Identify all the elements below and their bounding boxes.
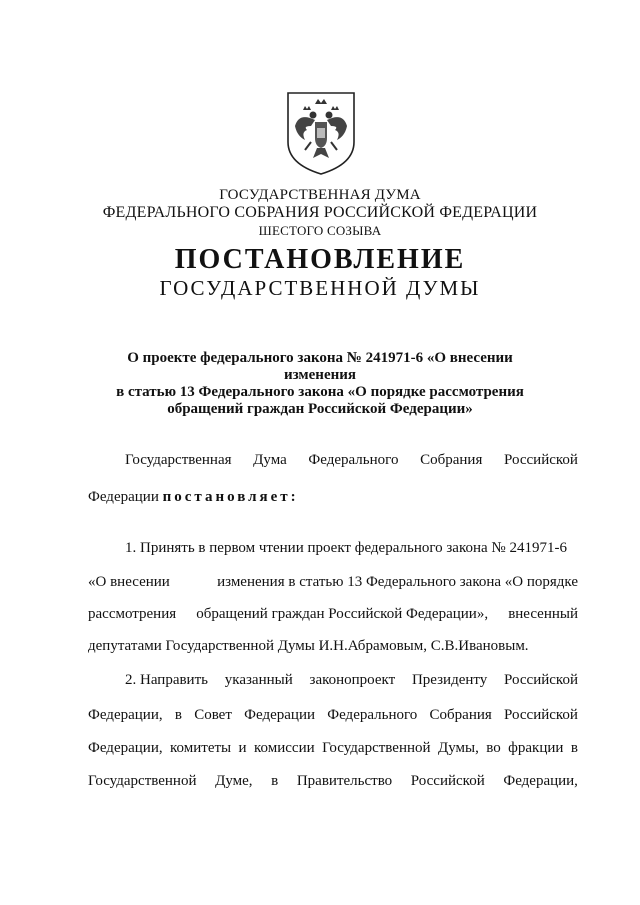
subject-line-2: в статью 13 Федерального закона «О порядке рассмотрения: [116, 384, 524, 400]
word: Собрания: [420, 452, 483, 468]
word: Федерации,: [88, 740, 163, 756]
subject-line-3: обращений граждан Российской Федерации»: [167, 401, 473, 417]
item2-line-3: [88, 738, 578, 758]
item2-line-4: [88, 771, 578, 791]
org-line-2: ФЕДЕРАЛЬНОГО СОБРАНИЯ РОССИЙСКОЙ ФЕДЕРАЦИИ: [102, 204, 538, 221]
word: и: [238, 740, 247, 756]
word: в: [570, 740, 578, 756]
item2-line-2: [88, 705, 578, 725]
word: в: [174, 707, 182, 723]
word: указанный: [224, 672, 293, 688]
word: Российской: [504, 672, 578, 688]
word: Дума: [253, 452, 287, 468]
document-type-subtitle: ГОСУДАРСТВЕННОЙ ДУМЫ: [159, 276, 481, 300]
word: Федерации,: [503, 773, 578, 789]
word: рассмотрения: [88, 606, 177, 622]
word: Государственная: [125, 452, 232, 468]
word: комитеты: [170, 740, 232, 756]
item2-line-1: [125, 670, 578, 690]
word: 2. Направить: [125, 672, 208, 688]
word: Думы,: [437, 740, 479, 756]
document-type-title: ПОСТАНОВЛЕНИЕ: [174, 244, 466, 275]
word: во: [486, 740, 501, 756]
word: Федерации,: [88, 707, 163, 723]
word: Российской: [410, 773, 485, 789]
word: фракции: [508, 740, 564, 756]
word: Государственной: [322, 740, 431, 756]
preamble-text: Федерации: [88, 489, 163, 505]
word: Совет: [194, 707, 232, 723]
state-emblem-icon: [285, 90, 357, 176]
preamble-decision-word: постановляет:: [162, 489, 299, 505]
item1-line-1: 1. Принять в первом чтении проект федерального закона № 241971-6: [125, 540, 567, 556]
resolution-subject: [90, 350, 550, 418]
word: Президенту: [411, 672, 488, 688]
word: Собрания: [429, 707, 492, 723]
subject-line-1: О проекте федерального закона № 241971-6 «О внесении изменения: [127, 350, 513, 383]
word: комиссии: [254, 740, 315, 756]
word: в: [271, 773, 279, 789]
word: Российской: [504, 707, 578, 723]
preamble-line-1: [125, 450, 578, 470]
word: Правительство: [296, 773, 393, 789]
word: Федерального: [327, 707, 418, 723]
preamble-line-2: [88, 487, 578, 507]
org-line-1: ГОСУДАРСТВЕННАЯ ДУМА: [219, 187, 421, 203]
word: Думе,: [215, 773, 253, 789]
word: «О внесении: [88, 574, 170, 590]
word: Федерального: [308, 452, 399, 468]
word: изменения в статью 13 Федерального закона «О порядке: [217, 574, 578, 590]
org-line-3: ШЕСТОГО СОЗЫВА: [258, 223, 382, 238]
word: обращений граждан Российской Федерации»,: [196, 606, 489, 622]
item1-line-4: депутатами Государственной Думы И.Н.Абрамовым, С.В.Ивановым.: [88, 638, 529, 654]
word: Федерации: [244, 707, 315, 723]
word: законопроект: [309, 672, 396, 688]
item1-line-2: [88, 572, 578, 592]
word: Государственной: [88, 773, 197, 789]
word: Российской: [504, 452, 578, 468]
word: внесенный: [508, 606, 578, 622]
item1-line-3: [88, 604, 578, 624]
